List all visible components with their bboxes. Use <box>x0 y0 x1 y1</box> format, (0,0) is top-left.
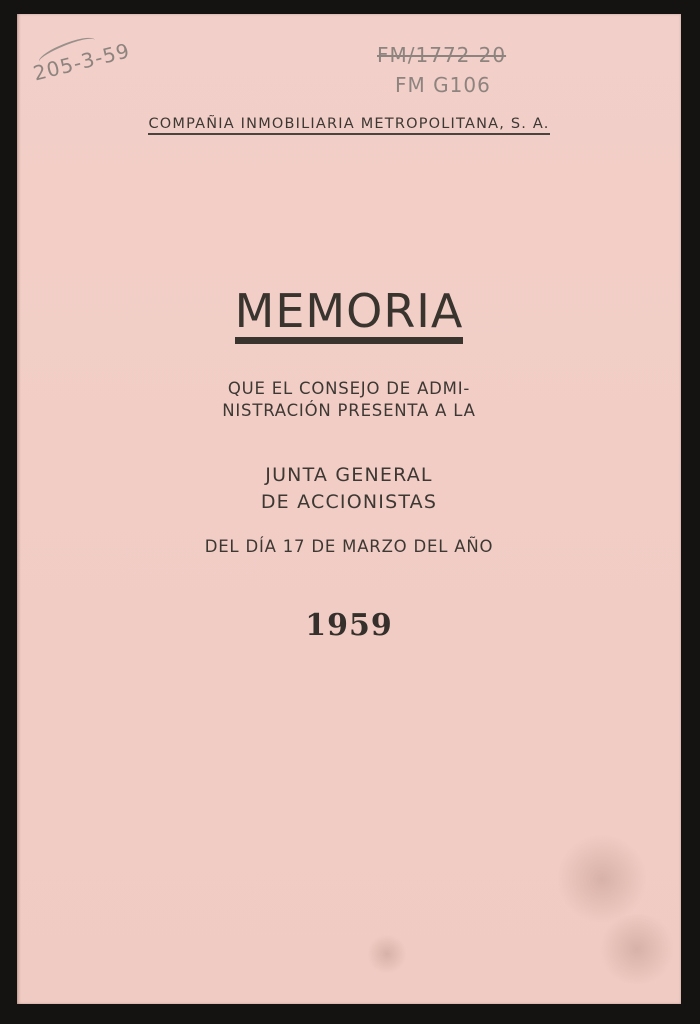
junta-line-1: JUNTA GENERAL <box>265 464 433 486</box>
current-catalog-number: FM G106 <box>395 73 491 97</box>
paper-stain <box>557 834 647 924</box>
paper-stain <box>367 934 407 974</box>
document-year: 1959 <box>305 608 393 643</box>
intro-line-2: NISTRACIÓN PRESENTA A LA <box>222 401 476 420</box>
junta-line-2: DE ACCIONISTAS <box>260 491 438 513</box>
handwritten-left-note <box>28 29 132 86</box>
handwritten-left-text: 205-3-59 <box>30 38 133 86</box>
company-header <box>17 116 681 135</box>
document-cover <box>17 14 681 1004</box>
document-title: MEMORIA <box>235 285 464 344</box>
intro-line-1: QUE EL CONSEJO DE ADMI- <box>227 379 471 398</box>
struck-catalog-number: FM/1772-20 <box>377 43 507 67</box>
paper-stain <box>597 914 677 984</box>
company-name: COMPAÑIA INMOBILIARIA METROPOLITANA, S. A. <box>148 116 549 135</box>
title-block <box>17 284 681 344</box>
junta-heading <box>17 462 681 516</box>
handwritten-catalog-number <box>377 40 506 100</box>
intro-text <box>17 378 681 422</box>
meeting-date-line: DEL DÍA 17 DE MARZO DEL AÑO <box>204 537 494 556</box>
